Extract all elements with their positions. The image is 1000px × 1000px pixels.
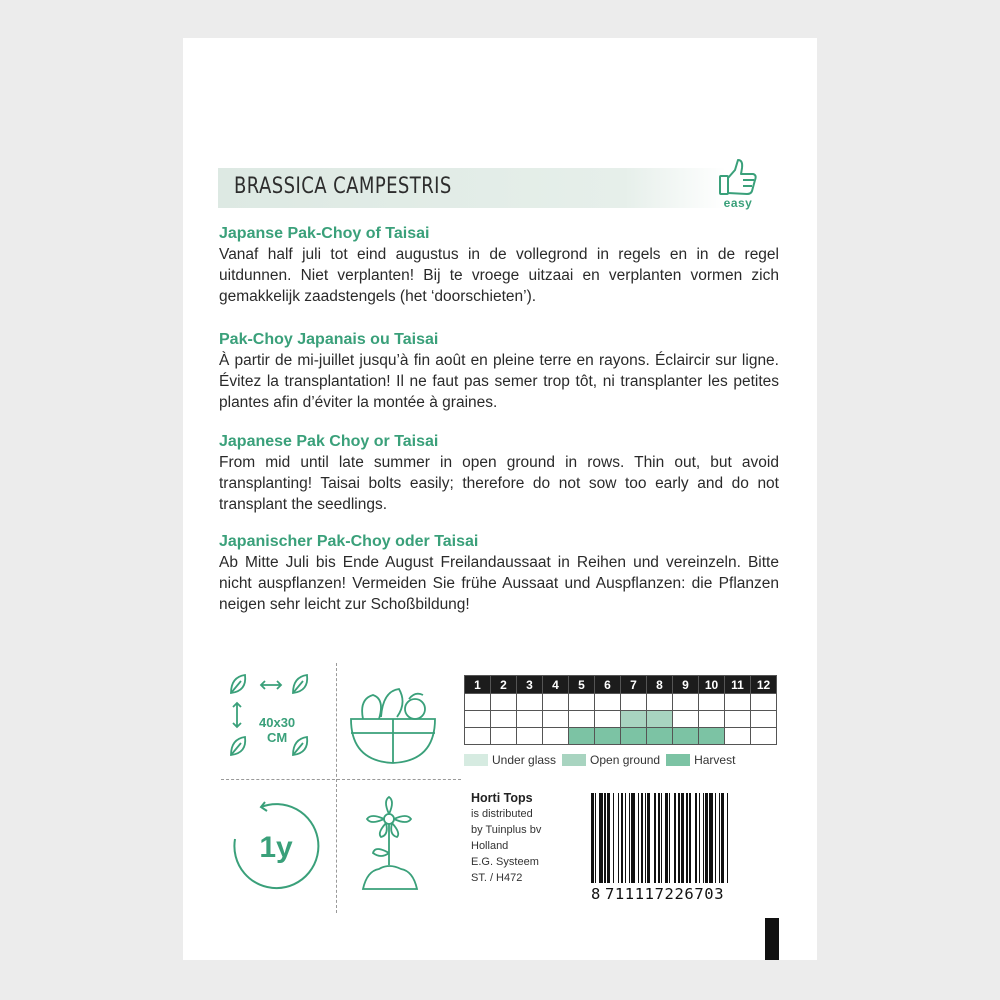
calendar-cell [491,728,517,745]
seedling-icon [343,793,453,903]
section-english [219,432,779,515]
distributor-info [471,790,541,886]
calendar-cell [517,728,543,745]
spacing-unit: CM [266,730,288,745]
month-label: 9 [673,676,699,694]
month-label: 3 [517,676,543,694]
month-label: 2 [491,676,517,694]
calendar-cell [543,728,569,745]
barcode-number [591,885,773,903]
calendar-cell [647,694,673,711]
calendar-cell [699,694,725,711]
calendar-cell [647,728,673,745]
month-label: 6 [595,676,621,694]
calendar-cell [699,711,725,728]
calendar-cell [595,694,621,711]
section-french [219,330,779,413]
brand-name: Horti Tops [471,791,533,805]
distributor-line: by Tuinplus bv [471,824,542,836]
month-label: 12 [751,676,777,694]
calendar-cell [621,728,647,745]
calendar-cell [543,694,569,711]
section-german [219,532,779,615]
legend-item [464,753,556,767]
month-label: 5 [569,676,595,694]
calendar-cell [751,694,777,711]
distributor-line: Holland [471,840,509,852]
calendar-cell [595,728,621,745]
month-label: 11 [725,676,751,694]
month-label: 10 [699,676,725,694]
calendar-cell [517,694,543,711]
calendar-cell [465,728,491,745]
section-heading: Japanese Pak Choy or Taisai [219,433,439,450]
lifecycle-cell [221,793,331,903]
section-dutch [219,224,779,307]
distributor-line: is distributed [471,808,533,820]
harvest-row [465,728,777,745]
calendar-cell [725,728,751,745]
calendar-cell [517,711,543,728]
barcode-right-digits: 226703 [664,885,725,903]
calendar-cell [647,711,673,728]
legend-swatch [562,754,586,766]
calendar-cell [569,711,595,728]
section-body: From mid until late summer in open ground in rows. Thin out, but avoid transplanting! Taisai bolts easily; therefore do not sow too early and do not transplant the seedlings. [219,454,779,513]
section-heading: Japanischer Pak-Choy oder Taisai [219,533,479,550]
month-label: 7 [621,676,647,694]
month-label: 4 [543,676,569,694]
distributor-line: ST. / H472 [471,872,523,884]
seed-packet-back [183,38,817,960]
calendar-cell [621,711,647,728]
barcode-lead-digit: 8 [591,885,601,903]
section-body: Vanaf half juli tot eind augustus in de vollegrond in regels en in de regel uitdunnen. Niet verplanten! Bij te vroege uitzaai en verplanten vormen zich gemakkelijk zaadstengels (het ‘doorschieten’). [219,246,779,305]
sowing-calendar [464,675,777,767]
calendar-cell [673,728,699,745]
print-mark [765,918,779,960]
latin-name-band [218,168,726,208]
month-label: 8 [647,676,673,694]
section-heading: Pak-Choy Japanais ou Taisai [219,331,439,348]
barcode-bar [728,793,729,883]
calendar-cell [699,728,725,745]
section-heading: Japanse Pak-Choy of Taisai [219,225,430,242]
spacing-label [259,715,295,745]
legend-label: Under glass [492,753,557,767]
calendar-cell [673,694,699,711]
calendar-cell [569,694,595,711]
calendar-cell [595,711,621,728]
calendar-cell [465,694,491,711]
barcode-left-digits: 711117 [604,885,665,903]
calendar-cell [543,711,569,728]
divider [336,663,337,913]
barcode-bars [591,793,773,883]
calendar-cell [569,728,595,745]
legend-item [562,753,660,767]
calendar-cell [725,694,751,711]
barcode [591,793,773,903]
vegetable-bowl-icon [343,669,453,769]
calendar-cell [465,711,491,728]
thumbs-up-icon [717,158,759,198]
month-label: 1 [465,676,491,694]
legend-item [666,753,735,767]
calendar-grid [464,675,777,745]
calendar-cell [751,728,777,745]
legend-swatch [666,754,690,766]
under-glass-row [465,694,777,711]
spacing-dimensions: 40x30 [259,715,296,730]
section-body: Ab Mitte Juli bis Ende August Freilandaussaat in Reihen und vereinzeln. Bitte nicht auspflanzen! Vermeiden Sie frühe Aussaat und Auspflanzen: die Pflanzen neigen sehr leicht zur Schoßbildung! [219,554,779,613]
latin-name: BRASSICA CAMPESTRIS [234,174,452,199]
calendar-cell [491,711,517,728]
calendar-cell [751,711,777,728]
section-body: À partir de mi-juillet jusqu’à fin août en pleine terre en rayons. Éclaircir sur ligne. Évitez la transplantation! Il ne faut pas semer trop tôt, ni transplanter les petites plantes afin d’éviter la montée à graines. [219,352,779,411]
difficulty-label: easy [723,196,753,210]
lifecycle-label: 1y [259,831,293,864]
difficulty-badge [713,158,763,218]
sowing-cell [343,793,453,903]
divider [221,779,461,780]
calendar-cell [725,711,751,728]
legend-label: Open ground [590,753,661,767]
spacing-cell [221,663,331,773]
harvest-basket-cell [343,669,453,769]
month-header-row [465,676,777,694]
legend-swatch [464,754,488,766]
distributor-line: E.G. Systeem [471,856,539,868]
calendar-cell [491,694,517,711]
legend-label: Harvest [694,753,736,767]
open-ground-row [465,711,777,728]
calendar-cell [621,694,647,711]
calendar-cell [673,711,699,728]
calendar-legend [464,753,777,767]
growing-icons [221,663,461,913]
